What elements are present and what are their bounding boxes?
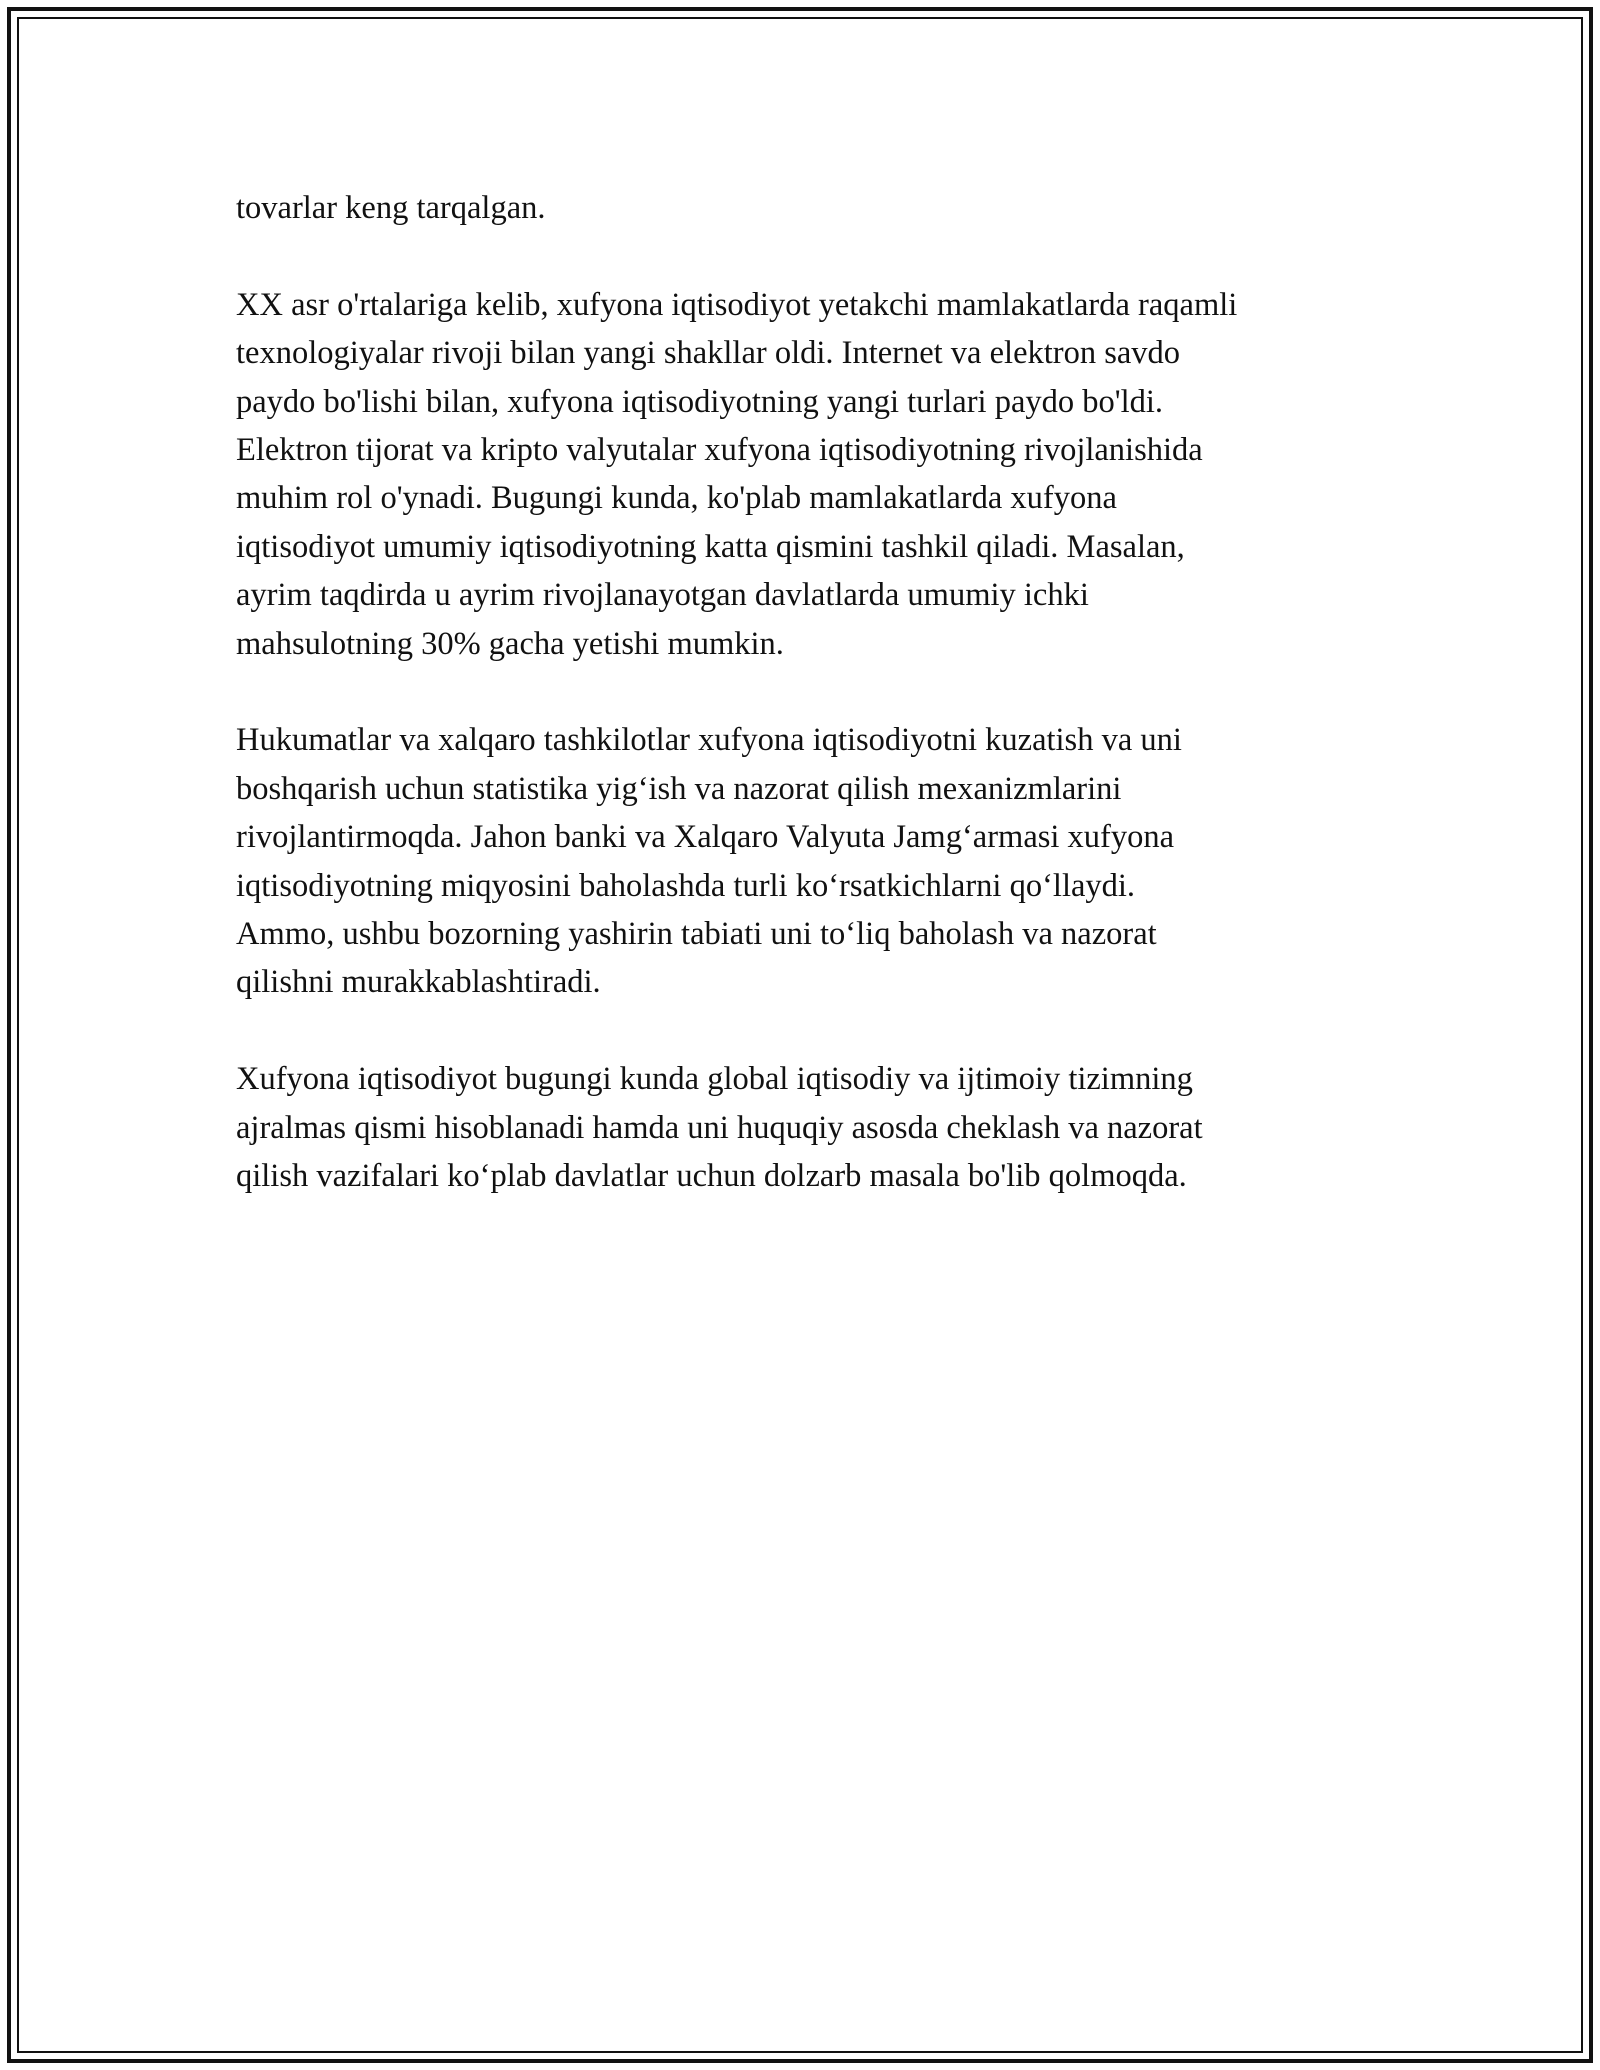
paragraph-government-monitoring: Hukumatlar va xalqaro tashkilotlar xufyona iqtisodiyotni kuzatish va uni boshqarish uchun statistika yig‘ish va nazorat qilish mexanizmlarini rivojlantirmoqda. Jahon banki va Xalqaro Valyuta Jamg‘armasi xufyona iqtisodiyotning miqyosini baholashda turli ko‘rsatkichlarni qo‘llaydi. Ammo, ushbu bozorning yashirin tabiati uni to‘liq baholash va nazorat qilishni murakkablashtiradi. bbox=[236, 722, 1182, 1001]
paragraph-digital-era: XX asr o'rtalariga kelib, xufyona iqtisodiyot yetakchi mamlakatlarda raqamli texnologiyalar rivoji bilan yangi shakllar oldi. Internet va elektron savdo paydo bo'lishi bilan, xufyona iqtisodiyotning yangi turlari paydo bo'ldi. Elektron tijorat va kripto valyutalar xufyona iqtisodiyotning rivojlanishida muhim rol o'ynadi. Bugungi kunda, ko'plab mamlakatlarda xufyona iqtisodiyot umumiy iqtisodiyotning katta qismini tashkil qiladi. Masalan, ayrim taqdirda u ayrim rivojlanayotgan davlatlarda umumiy ichki mahsulotning 30% gacha yetishi mumkin. bbox=[236, 286, 1238, 662]
document-body bbox=[236, 184, 1376, 1249]
paragraph-continuation: tovarlar keng tarqalgan. bbox=[236, 190, 546, 226]
paragraph-conclusion: Xufyona iqtisodiyot bugungi kunda global iqtisodiy va ijtimoiy tizimning ajralmas qismi hisoblanadi hamda uni huquqiy asosda cheklash va nazorat qilish vazifalari ko‘plab davlatlar uchun dolzarb masala bo'lib qolmoqda. bbox=[236, 1061, 1203, 1195]
